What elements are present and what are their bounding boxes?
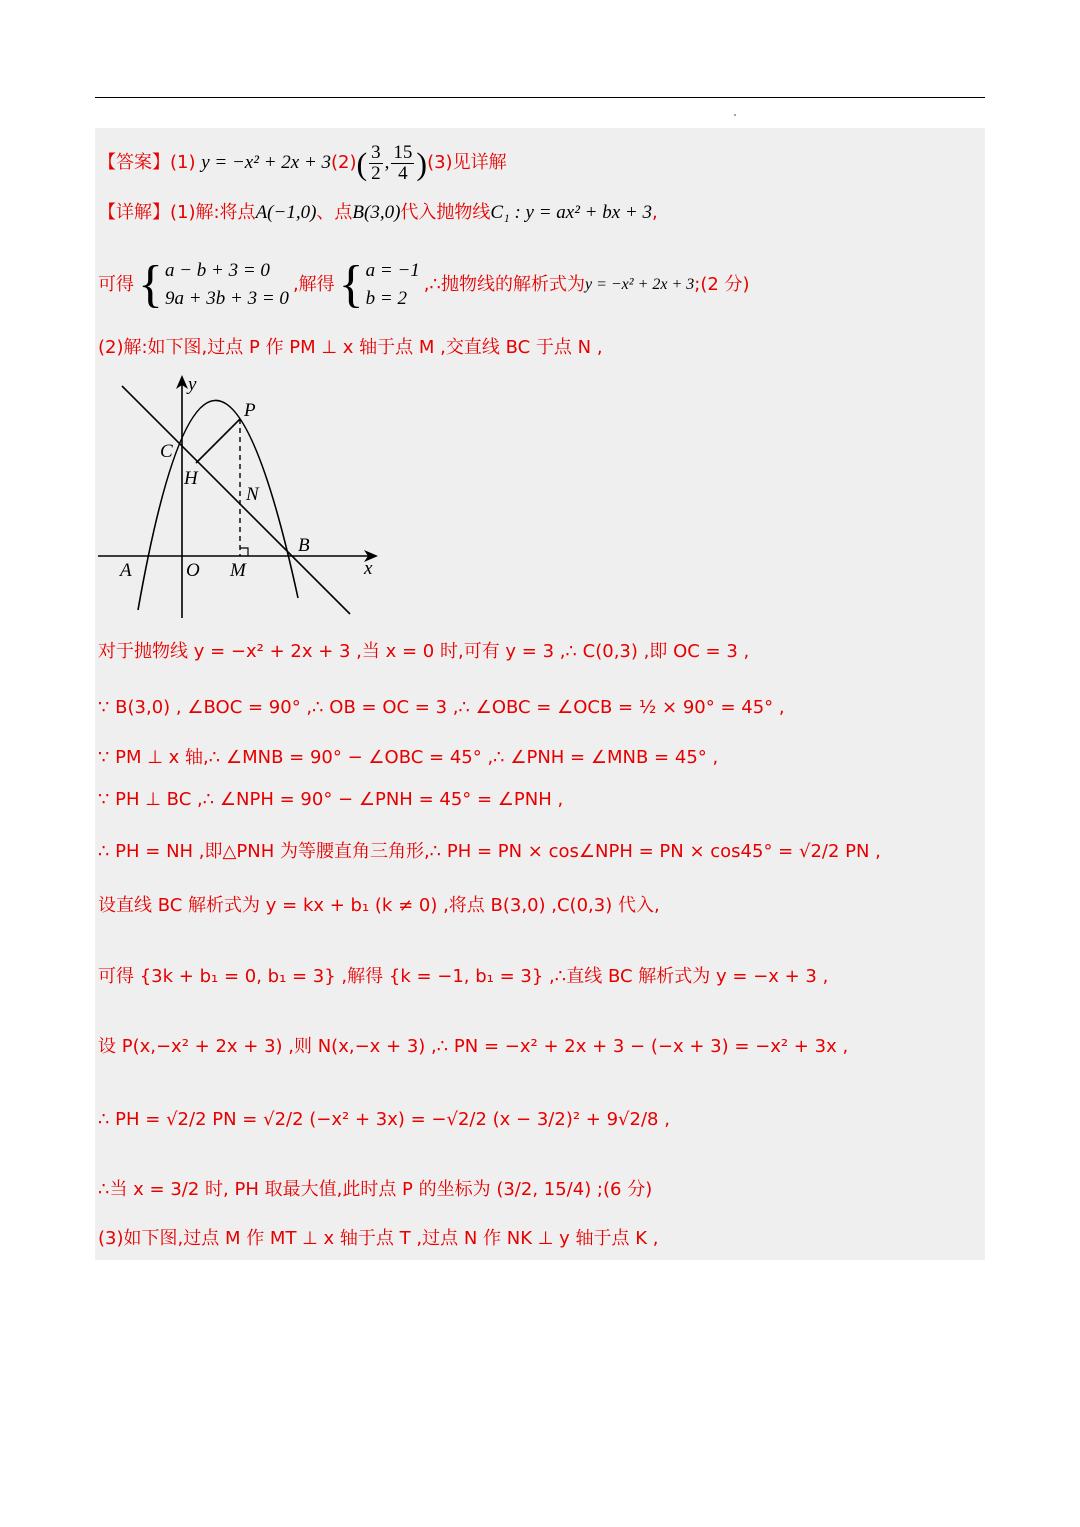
answer-point: ( $\frac{3}{2}$ , $\frac{15}{4}$ ) <box>356 142 428 184</box>
step-line: ∵ PH ⊥ BC ,∴ ∠NPH = 90° − ∠PNH = 45° = ∠PNH , <box>98 789 564 810</box>
answer-part3: (3)见详解 <box>427 151 507 173</box>
kede-label: 可得 <box>98 274 134 295</box>
header-dot <box>734 114 736 116</box>
step-line: 设 P(x,−x² + 2x + 3) ,则 N(x,−x + 3) ,∴ PN = −x² + 2x + 3 − (−x + 3) = −x² + 3x , <box>98 1036 849 1057</box>
label-A: A <box>120 560 132 581</box>
label-O: O <box>186 560 200 581</box>
label-C: C <box>160 441 173 462</box>
detail-line-3: (2)解:如下图,过点 P 作 PM ⊥ x 轴于点 M ,交直线 BC 于点 N , <box>98 337 603 358</box>
step-line: ∴ PH = NH ,即△PNH 为等腰直角三角形,∴ PH = PN × cos∠NPH = PN × cos45° = √2/2 PN , <box>98 841 881 862</box>
step-line: ∴ PH = √2/2 PN = √2/2 (−x² + 3x) = −√2/2 (x − 3/2)² + 9√2/8 , <box>98 1109 670 1130</box>
step-line: 可得 {3k + b₁ = 0, b₁ = 3} ,解得 {k = −1, b₁ = 3} ,∴直线 BC 解析式为 y = −x + 3 , <box>98 966 829 987</box>
detail-l1-sep: 、点 <box>316 202 353 223</box>
answer-line <box>98 143 507 184</box>
answer-part1: (1) <box>170 151 196 173</box>
system-1: { a − b + 3 = 0 9a + 3b + 3 = 0 <box>138 256 289 313</box>
segment-PH <box>196 419 240 463</box>
answer-tag: 【答案】 <box>98 151 170 173</box>
jiede-label: ,解得 <box>292 274 335 295</box>
step-line: ∵ B(3,0) , ∠BOC = 90° ,∴ OB = OC = 3 ,∴ ∠OBC = ∠OCB = ½ × 90° = 45° , <box>98 697 785 718</box>
right-angle-mark <box>240 548 248 556</box>
parabola-graph <box>96 372 386 622</box>
label-B: B <box>298 535 310 556</box>
parabola-curve <box>138 400 298 610</box>
step-line: ∴当 x = 3/2 时, PH 取最大值,此时点 P 的坐标为 (3/2, 15/4) ;(6 分) <box>98 1179 653 1200</box>
detail-l2-mid: ,∴抛物线的解析式为 <box>423 274 585 295</box>
parabola-C1: C₁ : y = ax² + bx + 3 <box>490 202 652 223</box>
step-line: 对于抛物线 y = −x² + 2x + 3 ,当 x = 0 时,可有 y = 3 ,∴ C(0,3) ,即 OC = 3 , <box>98 641 750 662</box>
detail-l1-end: , <box>652 202 658 223</box>
detail-tag: 【详解】 <box>98 202 170 223</box>
label-y: y <box>188 374 197 395</box>
header-rule <box>95 97 985 98</box>
point-A: A(−1,0) <box>255 202 317 223</box>
detail-l1-text: (1)解:将点 <box>170 202 256 223</box>
label-N: N <box>246 484 259 505</box>
label-H: H <box>184 468 198 489</box>
system-2: { a = −1 b = 2 <box>338 256 420 313</box>
detail-line-1 <box>98 201 658 225</box>
step-line: ∵ PM ⊥ x 轴,∴ ∠MNB = 90° − ∠OBC = 45° ,∴ ∠PNH = ∠MNB = 45° , <box>98 747 719 768</box>
label-M: M <box>230 560 246 581</box>
answer-part2: (2) <box>331 151 357 173</box>
point-B: B(3,0) <box>352 202 401 223</box>
step-line: (3)如下图,过点 M 作 MT ⊥ x 轴于点 T ,过点 N 作 NK ⊥ y 轴于点 K , <box>98 1228 659 1249</box>
detail-l2-end: ;(2 分) <box>694 274 750 295</box>
detail-line-2 <box>98 255 750 315</box>
detail-l1-mid: 代入抛物线 <box>400 202 491 223</box>
label-x: x <box>364 558 373 579</box>
answer-eq1: y = −x² + 2x + 3 <box>201 151 332 173</box>
step-line: 设直线 BC 解析式为 y = kx + b₁ (k ≠ 0) ,将点 B(3,0) ,C(0,3) 代入, <box>98 895 660 916</box>
label-P: P <box>244 400 256 421</box>
detail-l2-eq: y = −x² + 2x + 3 <box>584 276 695 293</box>
